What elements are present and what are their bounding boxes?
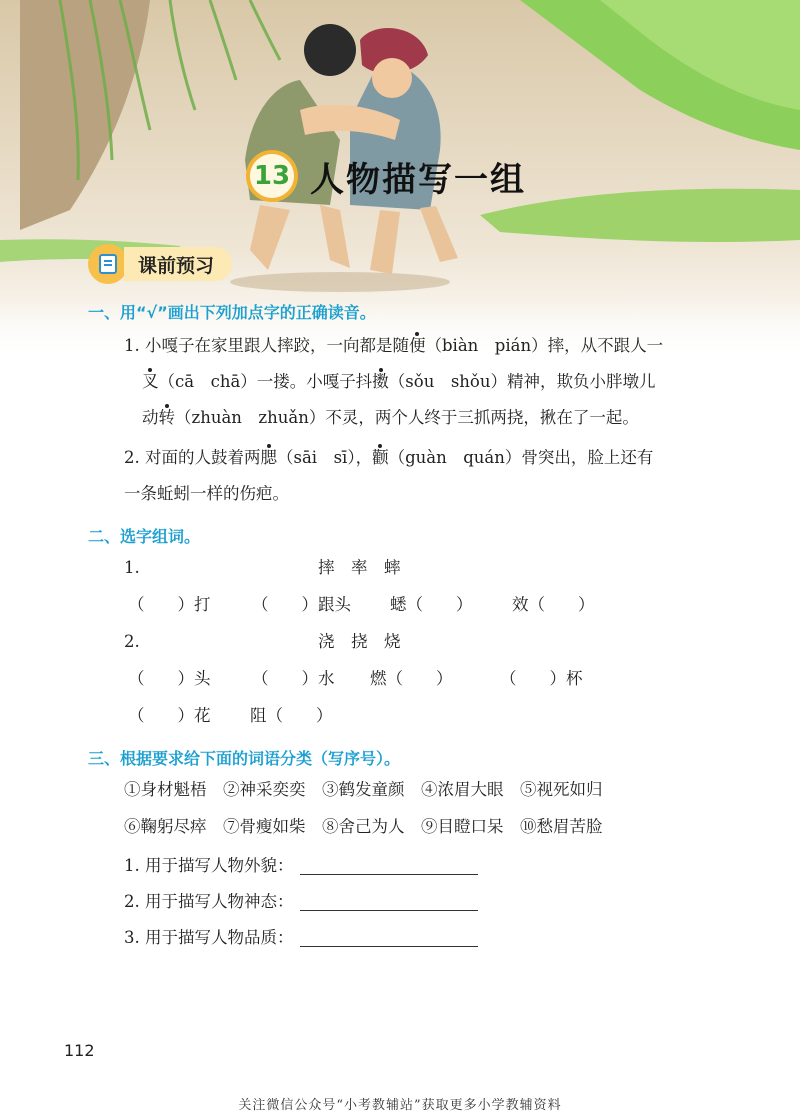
answer-line-appearance[interactable] bbox=[300, 874, 478, 875]
lesson-title bbox=[246, 150, 526, 202]
q2-group2-number: 2. bbox=[124, 632, 140, 651]
q3-prompt-character: 3. 用于描写人物品质： bbox=[124, 928, 294, 947]
q2-blank[interactable]: （ ）花 bbox=[128, 706, 211, 725]
q2-blank[interactable]: 燃（ ） bbox=[370, 669, 453, 688]
q1-item2-line1: 2. 对面的人鼓着两腮（sāi sī），颧（guàn quán）骨突出，脸上还有 bbox=[124, 448, 654, 467]
q2-blank[interactable]: （ ）水 bbox=[252, 669, 335, 688]
book-icon bbox=[88, 244, 128, 284]
section-label: 课前预习 bbox=[124, 247, 232, 281]
q3-words-row2: ⑥鞠躬尽瘁 ⑦骨瘦如柴 ⑧舍己为人 ⑨目瞪口呆 ⑩愁眉苦脸 bbox=[124, 817, 603, 836]
q3-prompt-expression: 2. 用于描写人物神态： bbox=[124, 892, 294, 911]
q2-blank[interactable]: 蟋（ ） bbox=[390, 595, 473, 614]
q1-item1-line2: 叉（cā chā）一搂。小嘎子抖擞（sǒu shǒu）精神，欺负小胖墩儿 bbox=[142, 372, 656, 391]
q2-blank[interactable]: （ ）头 bbox=[128, 669, 211, 688]
q2-group2-chars: 浇 挠 烧 bbox=[318, 632, 401, 651]
q2-title: 二、选字组词。 bbox=[88, 527, 201, 546]
q2-group1-chars: 摔 率 蟀 bbox=[318, 558, 401, 577]
q1-title: 一、用“√”画出下列加点字的正确读音。 bbox=[88, 303, 376, 322]
q2-blank[interactable]: （ ）打 bbox=[128, 595, 211, 614]
q2-blank[interactable]: 阻（ ） bbox=[250, 706, 333, 725]
answer-line-expression[interactable] bbox=[300, 910, 478, 911]
q2-blank[interactable]: （ ）跟头 bbox=[252, 595, 351, 614]
q3-words-row1: ①身材魁梧 ②神采奕奕 ③鹤发童颜 ④浓眉大眼 ⑤视死如归 bbox=[124, 780, 603, 799]
section-badge bbox=[88, 244, 232, 284]
q2-blank[interactable]: 效（ ） bbox=[512, 595, 595, 614]
footer-note: 关注微信公众号“小考教辅站”获取更多小学教辅资料 bbox=[238, 1098, 562, 1113]
q2-blank[interactable]: （ ）杯 bbox=[500, 669, 583, 688]
q3-prompt-appearance: 1. 用于描写人物外貌： bbox=[124, 856, 294, 875]
lesson-name: 人物描写一组 bbox=[310, 159, 526, 200]
q2-group1-number: 1. bbox=[124, 558, 140, 577]
answer-line-character[interactable] bbox=[300, 946, 478, 947]
q1-item2-line2: 一条蚯蚓一样的伤疤。 bbox=[124, 484, 289, 503]
lesson-number-badge: 13 bbox=[246, 150, 298, 202]
q3-title: 三、根据要求给下面的词语分类（写序号）。 bbox=[88, 749, 401, 768]
q1-item1-line1: 1. 小嘎子在家里跟人摔跤，一向都是随便（biàn pián）摔，从不跟人一 bbox=[124, 336, 664, 355]
page-number: 112 bbox=[64, 1041, 95, 1060]
q1-item1-line3: 动转（zhuàn zhuǎn）不灵，两个人终于三抓两挠，揪在了一起。 bbox=[142, 408, 639, 427]
